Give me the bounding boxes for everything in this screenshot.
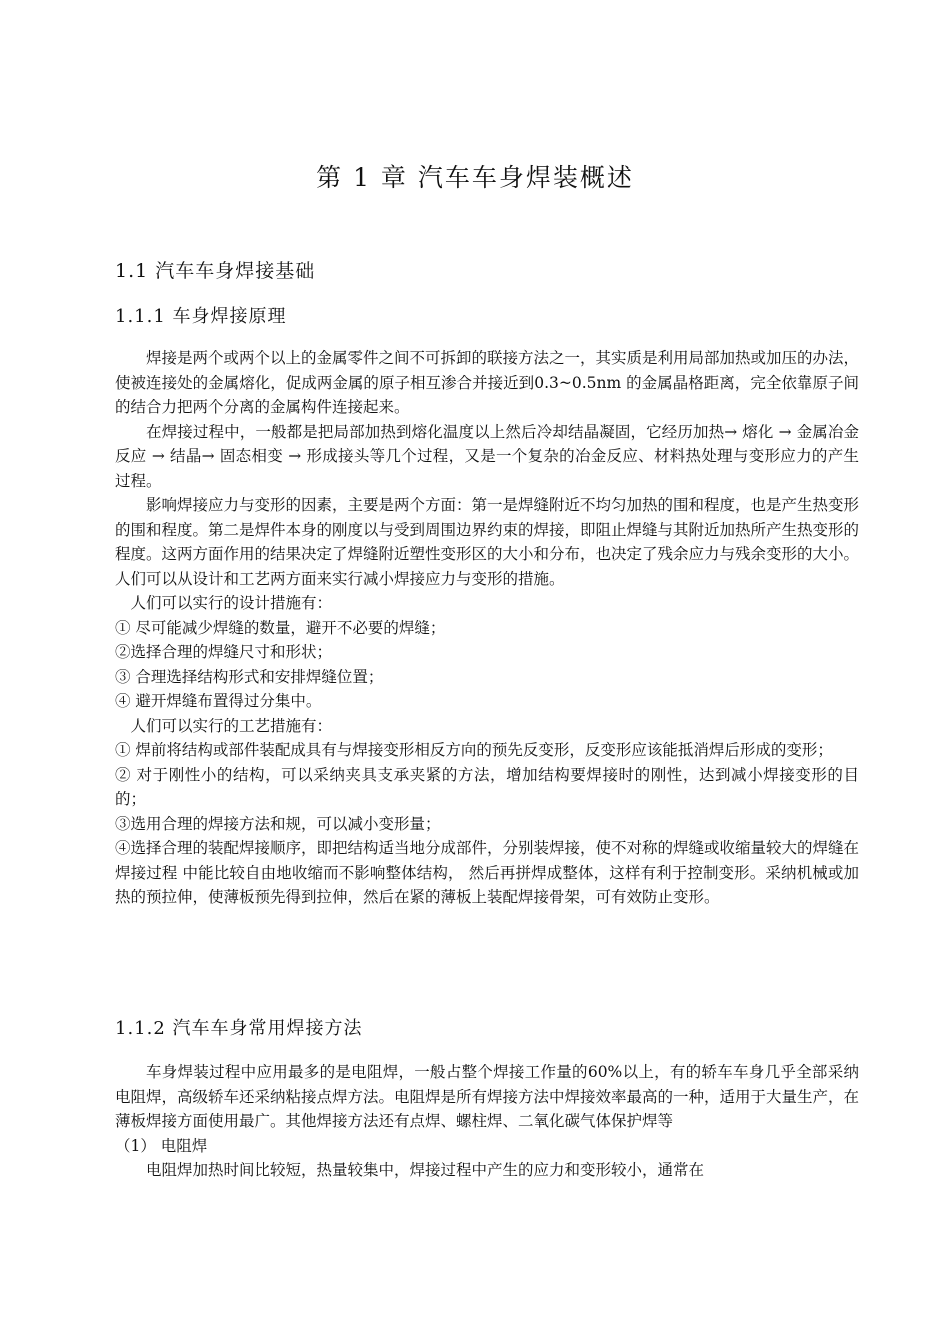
process-measure-item: ① 焊前将结构或部件装配成具有与焊接变形相反方向的预先反变形，反变形应该能抵消焊后形成的变形； [115,741,833,759]
paragraph-resistance-welding: 电阻焊加热时间比较短，热量较集中，焊接过程中产生的应力和变形较小，通常在 [146,1161,705,1179]
section-heading-1-1: 1.1 汽车车身焊接基础 [115,260,316,282]
section-heading-1-1-1: 1.1.1 车身焊接原理 [115,306,287,327]
paragraph-welding-definition: 焊接是两个或两个以上的金属零件之间不可拆卸的联接方法之一，其实质是利用局部加热或加压的办法，使被连接处的金属熔化，促成两金属的原子相互渗合并接近到0.3~0.5nm 的金属晶格距离，完全依靠原子间的结合力把两个分离的金属构件连接起来。 [115,349,860,416]
body-text-block-1 [115,346,859,910]
design-measure-item: ① 尽可能减少焊缝的数量，避开不必要的焊缝； [115,618,446,637]
design-measure-item: ③ 合理选择结构形式和安排焊缝位置； [115,667,384,686]
design-measure-item: ②选择合理的焊缝尺寸和形状； [115,643,333,661]
design-measures-intro: 人们可以实行的设计措施有： [130,594,333,612]
section-heading-1-1-2: 1.1.2 汽车车身常用焊接方法 [115,1018,363,1039]
process-measures-intro: 人们可以实行的工艺措施有： [130,716,333,735]
process-measure-item: ② 对于刚性小的结构，可以采纳夹具支承夹紧的方法，增加结构要焊接时的刚性，达到减小焊接变形的目的； [115,765,859,808]
paragraph-stress-factors: 影响焊接应力与变形的因素，主要是两个方面：第一是焊缝附近不均匀加热的围和程度，也是产生热变形的围和程度。第二是焊件本身的刚度以与受到周围边界约束的焊接，即阻止焊缝与其附近加热所产生热变形的程度。这两方面作用的结果决定了焊缝附近塑性变形区的大小和分布，也决定了残余应力与残余变形的大小。人们可以从设计和工艺两方面来实行减小焊接应力与变形的措施。 [115,496,860,588]
process-measure-item: ④选择合理的装配焊接顺序，即把结构适当地分成部件，分别装焊接，使不对称的焊缝或收缩量较大的焊缝在焊接过程 中能比较自由地收缩而不影响整体结构， 然后再拼焊成整体，这样有利于控制变形。采纳机械或加热的预拉伸，使薄板预先得到拉伸，然后在紧的薄板上装配焊接骨架，可有效防止变形。 [115,839,860,906]
subheading-resistance-welding: （1） 电阻焊 [115,1136,208,1155]
body-text-block-2 [115,1060,859,1183]
paragraph-welding-process: 在焊接过程中，一般都是把局部加热到熔化温度以上然后冷却结晶凝固，它经历加热→ 熔化 → 金属冶金反应 → 结晶→ 固态相变 → 形成接头等几个过程，又是一个复杂的冶金反应、材料热处理与变形应力的产生过程。 [115,422,859,490]
design-measure-item: ④ 避开焊缝布置得过分集中。 [115,692,322,710]
process-measure-item: ③选用合理的焊接方法和规，可以减小变形量； [115,814,441,833]
chapter-title: 第 1 章 汽车车身焊装概述 [316,163,634,192]
paragraph-welding-methods: 车身焊装过程中应用最多的是电阻焊，一般占整个焊接工作量的60%以上，有的轿车车身几乎全部采纳电阻焊，高级轿车还采纳粘接点焊方法。电阻焊是所有焊接方法中焊接效率最高的一种，适用于大量生产，在薄板焊接方面使用最广。其他焊接方法还有点焊、螺柱焊、二氧化碳气体保护焊等 [115,1063,860,1130]
